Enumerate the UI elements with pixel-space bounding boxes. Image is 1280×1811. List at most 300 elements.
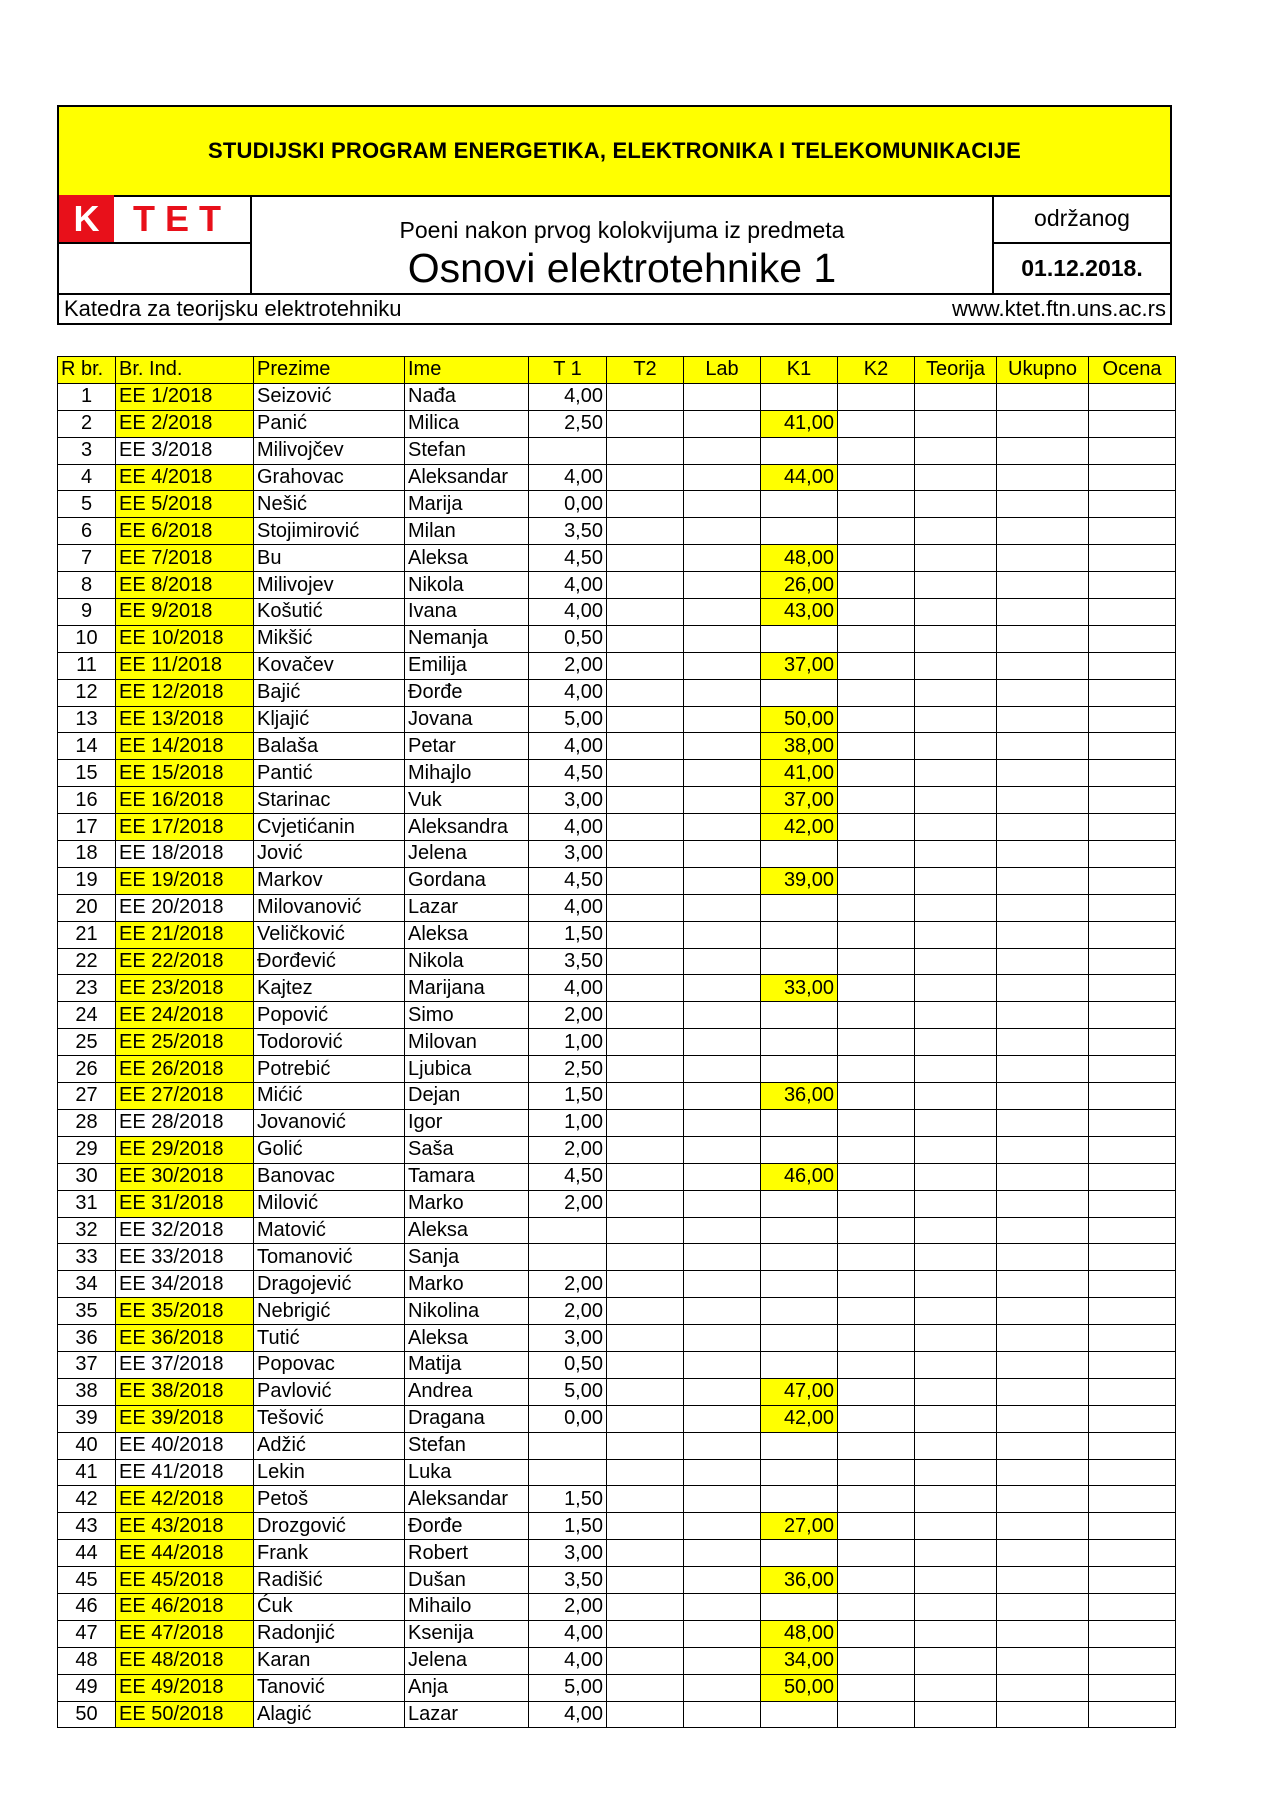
cell-t2: [607, 1459, 684, 1486]
cell-k2: [838, 706, 915, 733]
cell-name: Dragana: [405, 1405, 529, 1432]
cell-ukupno: [997, 1298, 1089, 1325]
cell-t2: [607, 1083, 684, 1110]
cell-t1: 3,50: [529, 948, 607, 975]
header-footer: [59, 293, 1170, 323]
table-row: [58, 1271, 1176, 1298]
cell-t2: [607, 733, 684, 760]
cell-k1: [761, 841, 838, 868]
cell-lab: [684, 1136, 761, 1163]
logo-k-letter: K: [59, 195, 114, 242]
cell-surname: Kajtez: [254, 975, 405, 1002]
cell-rbr: 36: [58, 1325, 116, 1352]
cell-teorija: [915, 1593, 997, 1620]
cell-ocena: [1089, 464, 1176, 491]
cell-k1: 36,00: [761, 1083, 838, 1110]
cell-t1: 4,00: [529, 572, 607, 599]
table-row: [58, 1593, 1176, 1620]
cell-rbr: 40: [58, 1432, 116, 1459]
cell-index: EE 43/2018: [116, 1513, 254, 1540]
logo-tet-letters: TET: [133, 197, 231, 239]
subtitle: Poeni nakon prvog kolokvijuma iz predmeta: [399, 217, 845, 243]
cell-t1: 2,50: [529, 410, 607, 437]
cell-k1: [761, 1244, 838, 1271]
cell-k1: [761, 1271, 838, 1298]
cell-teorija: [915, 410, 997, 437]
cell-k1: [761, 518, 838, 545]
cell-surname: Ćuk: [254, 1593, 405, 1620]
cell-name: Nikolina: [405, 1298, 529, 1325]
cell-surname: Todorović: [254, 1029, 405, 1056]
cell-t1: 1,00: [529, 1029, 607, 1056]
cell-rbr: 35: [58, 1298, 116, 1325]
cell-teorija: [915, 1056, 997, 1083]
ktet-logo: [59, 195, 252, 244]
cell-index: EE 8/2018: [116, 572, 254, 599]
cell-teorija: [915, 1083, 997, 1110]
cell-surname: Milivojev: [254, 572, 405, 599]
cell-t1: 4,00: [529, 464, 607, 491]
col-header-ocena: Ocena: [1089, 357, 1176, 384]
cell-t2: [607, 867, 684, 894]
cell-surname: Seizović: [254, 383, 405, 410]
cell-name: Marijana: [405, 975, 529, 1002]
cell-t1: 4,00: [529, 599, 607, 626]
table-row: [58, 437, 1176, 464]
cell-surname: Frank: [254, 1540, 405, 1567]
cell-ukupno: [997, 410, 1089, 437]
cell-teorija: [915, 1432, 997, 1459]
cell-teorija: [915, 1325, 997, 1352]
cell-rbr: 13: [58, 706, 116, 733]
cell-index: EE 49/2018: [116, 1674, 254, 1701]
cell-ocena: [1089, 814, 1176, 841]
cell-t2: [607, 1432, 684, 1459]
cell-name: Sanja: [405, 1244, 529, 1271]
cell-index: EE 44/2018: [116, 1540, 254, 1567]
cell-k2: [838, 1056, 915, 1083]
cell-rbr: 28: [58, 1109, 116, 1136]
cell-k1: 50,00: [761, 706, 838, 733]
cell-t2: [607, 464, 684, 491]
cell-lab: [684, 1002, 761, 1029]
cell-k2: [838, 1432, 915, 1459]
cell-teorija: [915, 975, 997, 1002]
cell-name: Nikola: [405, 948, 529, 975]
cell-teorija: [915, 787, 997, 814]
cell-k2: [838, 1271, 915, 1298]
cell-k1: [761, 1486, 838, 1513]
table-row: [58, 1378, 1176, 1405]
cell-index: EE 2/2018: [116, 410, 254, 437]
cell-lab: [684, 1190, 761, 1217]
cell-name: Dejan: [405, 1083, 529, 1110]
cell-surname: Matović: [254, 1217, 405, 1244]
cell-ocena: [1089, 545, 1176, 572]
cell-teorija: [915, 1405, 997, 1432]
cell-rbr: 19: [58, 867, 116, 894]
cell-name: Aleksandar: [405, 464, 529, 491]
cell-k2: [838, 491, 915, 518]
cell-ocena: [1089, 1136, 1176, 1163]
cell-k2: [838, 948, 915, 975]
cell-ocena: [1089, 410, 1176, 437]
cell-rbr: 22: [58, 948, 116, 975]
cell-k1: 38,00: [761, 733, 838, 760]
cell-rbr: 37: [58, 1351, 116, 1378]
cell-lab: [684, 1325, 761, 1352]
table-row: [58, 894, 1176, 921]
cell-lab: [684, 841, 761, 868]
cell-k2: [838, 410, 915, 437]
table-row: [58, 1540, 1176, 1567]
cell-index: EE 38/2018: [116, 1378, 254, 1405]
cell-rbr: 1: [58, 383, 116, 410]
cell-t1: 4,00: [529, 1701, 607, 1728]
cell-ukupno: [997, 760, 1089, 787]
table-row: [58, 652, 1176, 679]
cell-surname: Bajić: [254, 679, 405, 706]
cell-name: Dušan: [405, 1567, 529, 1594]
cell-name: Tamara: [405, 1163, 529, 1190]
cell-t2: [607, 975, 684, 1002]
cell-k2: [838, 760, 915, 787]
cell-name: Milan: [405, 518, 529, 545]
cell-k2: [838, 1298, 915, 1325]
cell-ukupno: [997, 1378, 1089, 1405]
cell-ocena: [1089, 1593, 1176, 1620]
cell-k2: [838, 1136, 915, 1163]
cell-t1: 3,00: [529, 1325, 607, 1352]
table-row: [58, 1701, 1176, 1728]
cell-k1: 33,00: [761, 975, 838, 1002]
cell-rbr: 34: [58, 1271, 116, 1298]
cell-lab: [684, 1674, 761, 1701]
cell-surname: Kovačev: [254, 652, 405, 679]
cell-t2: [607, 1109, 684, 1136]
table-row: [58, 841, 1176, 868]
cell-surname: Dragojević: [254, 1271, 405, 1298]
cell-k1: [761, 1029, 838, 1056]
cell-ocena: [1089, 1271, 1176, 1298]
cell-t1: 4,00: [529, 814, 607, 841]
cell-teorija: [915, 572, 997, 599]
cell-lab: [684, 599, 761, 626]
cell-t2: [607, 1513, 684, 1540]
cell-surname: Kljajić: [254, 706, 405, 733]
cell-t1: 4,00: [529, 1647, 607, 1674]
cell-t2: [607, 1244, 684, 1271]
cell-index: EE 32/2018: [116, 1217, 254, 1244]
cell-index: EE 30/2018: [116, 1163, 254, 1190]
cell-rbr: 29: [58, 1136, 116, 1163]
cell-index: EE 12/2018: [116, 679, 254, 706]
cell-surname: Tanović: [254, 1674, 405, 1701]
cell-teorija: [915, 867, 997, 894]
cell-index: EE 41/2018: [116, 1459, 254, 1486]
cell-name: Nemanja: [405, 625, 529, 652]
cell-t2: [607, 1325, 684, 1352]
cell-surname: Karan: [254, 1647, 405, 1674]
cell-ocena: [1089, 1567, 1176, 1594]
table-row: [58, 975, 1176, 1002]
cell-ukupno: [997, 1029, 1089, 1056]
cell-teorija: [915, 814, 997, 841]
cell-rbr: 41: [58, 1459, 116, 1486]
cell-k2: [838, 867, 915, 894]
cell-ukupno: [997, 1083, 1089, 1110]
cell-k1: [761, 1217, 838, 1244]
table-row: [58, 787, 1176, 814]
cell-index: EE 6/2018: [116, 518, 254, 545]
cell-teorija: [915, 652, 997, 679]
cell-k2: [838, 625, 915, 652]
cell-surname: Cvjetićanin: [254, 814, 405, 841]
cell-ocena: [1089, 787, 1176, 814]
held-label: održanog: [994, 195, 1170, 244]
cell-t2: [607, 518, 684, 545]
cell-rbr: 11: [58, 652, 116, 679]
table-row: [58, 383, 1176, 410]
table-row: [58, 1459, 1176, 1486]
cell-rbr: 32: [58, 1217, 116, 1244]
cell-k1: 42,00: [761, 1405, 838, 1432]
cell-k1: [761, 1325, 838, 1352]
cell-ocena: [1089, 679, 1176, 706]
cell-lab: [684, 1298, 761, 1325]
cell-rbr: 38: [58, 1378, 116, 1405]
website-link[interactable]: www.ktet.ftn.uns.ac.rs: [952, 296, 1166, 321]
cell-t1: 2,50: [529, 1056, 607, 1083]
title-block: [252, 195, 994, 293]
cell-ukupno: [997, 1647, 1089, 1674]
cell-ukupno: [997, 1351, 1089, 1378]
cell-t1: 1,50: [529, 1083, 607, 1110]
cell-t2: [607, 1298, 684, 1325]
table-row: [58, 867, 1176, 894]
cell-ukupno: [997, 1567, 1089, 1594]
cell-rbr: 26: [58, 1056, 116, 1083]
cell-surname: Grahovac: [254, 464, 405, 491]
cell-k1: [761, 679, 838, 706]
cell-ocena: [1089, 599, 1176, 626]
cell-t1: [529, 1217, 607, 1244]
cell-ukupno: [997, 706, 1089, 733]
cell-k1: [761, 1701, 838, 1728]
cell-index: EE 31/2018: [116, 1190, 254, 1217]
cell-name: Mihajlo: [405, 760, 529, 787]
cell-surname: Pantić: [254, 760, 405, 787]
cell-t2: [607, 1593, 684, 1620]
cell-k1: 42,00: [761, 814, 838, 841]
table-row: [58, 1405, 1176, 1432]
cell-k2: [838, 841, 915, 868]
cell-k1: [761, 1136, 838, 1163]
cell-rbr: 3: [58, 437, 116, 464]
cell-ukupno: [997, 894, 1089, 921]
cell-teorija: [915, 1378, 997, 1405]
cell-t1: 2,00: [529, 1593, 607, 1620]
cell-lab: [684, 437, 761, 464]
table-row: [58, 1298, 1176, 1325]
table-row: [58, 410, 1176, 437]
cell-lab: [684, 1029, 761, 1056]
cell-t1: 4,00: [529, 733, 607, 760]
cell-t1: 2,00: [529, 1190, 607, 1217]
cell-k1: [761, 1298, 838, 1325]
cell-ocena: [1089, 1674, 1176, 1701]
cell-ocena: [1089, 625, 1176, 652]
cell-k2: [838, 679, 915, 706]
cell-ocena: [1089, 948, 1176, 975]
cell-ocena: [1089, 518, 1176, 545]
header-row: [58, 357, 1176, 384]
col-header-lab: Lab: [684, 357, 761, 384]
cell-index: EE 14/2018: [116, 733, 254, 760]
cell-k2: [838, 518, 915, 545]
table-row: [58, 1083, 1176, 1110]
cell-surname: Panić: [254, 410, 405, 437]
cell-t1: 3,50: [529, 518, 607, 545]
table-row: [58, 814, 1176, 841]
cell-teorija: [915, 1567, 997, 1594]
cell-index: EE 37/2018: [116, 1351, 254, 1378]
cell-t1: 4,00: [529, 679, 607, 706]
cell-lab: [684, 1378, 761, 1405]
cell-name: Emilija: [405, 652, 529, 679]
cell-index: EE 40/2018: [116, 1432, 254, 1459]
cell-lab: [684, 1351, 761, 1378]
cell-k2: [838, 572, 915, 599]
cell-teorija: [915, 679, 997, 706]
cell-k2: [838, 599, 915, 626]
cell-name: Marija: [405, 491, 529, 518]
col-header-t1: T 1: [529, 357, 607, 384]
cell-teorija: [915, 1486, 997, 1513]
cell-name: Ksenija: [405, 1620, 529, 1647]
cell-ocena: [1089, 1513, 1176, 1540]
cell-teorija: [915, 1002, 997, 1029]
cell-surname: Nešić: [254, 491, 405, 518]
cell-rbr: 50: [58, 1701, 116, 1728]
cell-ukupno: [997, 1513, 1089, 1540]
cell-teorija: [915, 1109, 997, 1136]
cell-index: EE 27/2018: [116, 1083, 254, 1110]
table-body: [58, 383, 1176, 1728]
cell-rbr: 33: [58, 1244, 116, 1271]
cell-teorija: [915, 383, 997, 410]
cell-surname: Radonjić: [254, 1620, 405, 1647]
cell-lab: [684, 518, 761, 545]
cell-k1: [761, 1459, 838, 1486]
cell-k1: [761, 383, 838, 410]
cell-t1: [529, 1432, 607, 1459]
cell-teorija: [915, 841, 997, 868]
cell-index: EE 24/2018: [116, 1002, 254, 1029]
cell-k2: [838, 1029, 915, 1056]
cell-rbr: 46: [58, 1593, 116, 1620]
cell-ukupno: [997, 1325, 1089, 1352]
cell-k2: [838, 1244, 915, 1271]
table-row: [58, 1056, 1176, 1083]
cell-teorija: [915, 599, 997, 626]
table-row: [58, 1567, 1176, 1594]
cell-surname: Potrebić: [254, 1056, 405, 1083]
cell-lab: [684, 464, 761, 491]
cell-teorija: [915, 1540, 997, 1567]
table-row: [58, 491, 1176, 518]
cell-teorija: [915, 518, 997, 545]
cell-lab: [684, 1432, 761, 1459]
cell-t2: [607, 921, 684, 948]
cell-k1: 48,00: [761, 1620, 838, 1647]
cell-lab: [684, 867, 761, 894]
cell-t1: 3,00: [529, 1540, 607, 1567]
cell-rbr: 23: [58, 975, 116, 1002]
table-row: [58, 1513, 1176, 1540]
cell-teorija: [915, 894, 997, 921]
cell-ukupno: [997, 867, 1089, 894]
cell-teorija: [915, 1459, 997, 1486]
cell-index: EE 25/2018: [116, 1029, 254, 1056]
cell-t1: 2,00: [529, 1002, 607, 1029]
table-row: [58, 1432, 1176, 1459]
cell-surname: Mikšić: [254, 625, 405, 652]
cell-t1: 0,00: [529, 491, 607, 518]
col-header-name: Ime: [405, 357, 529, 384]
cell-teorija: [915, 464, 997, 491]
cell-t2: [607, 1620, 684, 1647]
table-row: [58, 1351, 1176, 1378]
cell-k1: [761, 948, 838, 975]
cell-ocena: [1089, 1378, 1176, 1405]
cell-name: Milica: [405, 410, 529, 437]
table-row: [58, 1325, 1176, 1352]
cell-teorija: [915, 1029, 997, 1056]
cell-rbr: 16: [58, 787, 116, 814]
cell-k1: 37,00: [761, 652, 838, 679]
cell-rbr: 49: [58, 1674, 116, 1701]
cell-k2: [838, 1405, 915, 1432]
cell-ocena: [1089, 652, 1176, 679]
cell-lab: [684, 545, 761, 572]
cell-rbr: 47: [58, 1620, 116, 1647]
cell-teorija: [915, 733, 997, 760]
cell-t2: [607, 841, 684, 868]
cell-teorija: [915, 1271, 997, 1298]
cell-lab: [684, 733, 761, 760]
cell-t2: [607, 1405, 684, 1432]
cell-index: EE 13/2018: [116, 706, 254, 733]
cell-rbr: 4: [58, 464, 116, 491]
cell-name: Simo: [405, 1002, 529, 1029]
cell-index: EE 1/2018: [116, 383, 254, 410]
cell-teorija: [915, 1298, 997, 1325]
cell-k2: [838, 1540, 915, 1567]
cell-ukupno: [997, 1620, 1089, 1647]
cell-index: EE 26/2018: [116, 1056, 254, 1083]
table-row: [58, 464, 1176, 491]
cell-ocena: [1089, 1217, 1176, 1244]
cell-ukupno: [997, 948, 1089, 975]
cell-ukupno: [997, 975, 1089, 1002]
exam-date: 01.12.2018.: [1021, 255, 1143, 281]
cell-t2: [607, 1540, 684, 1567]
cell-ocena: [1089, 1325, 1176, 1352]
cell-t1: 5,00: [529, 1674, 607, 1701]
cell-name: Stefan: [405, 437, 529, 464]
cell-ocena: [1089, 894, 1176, 921]
